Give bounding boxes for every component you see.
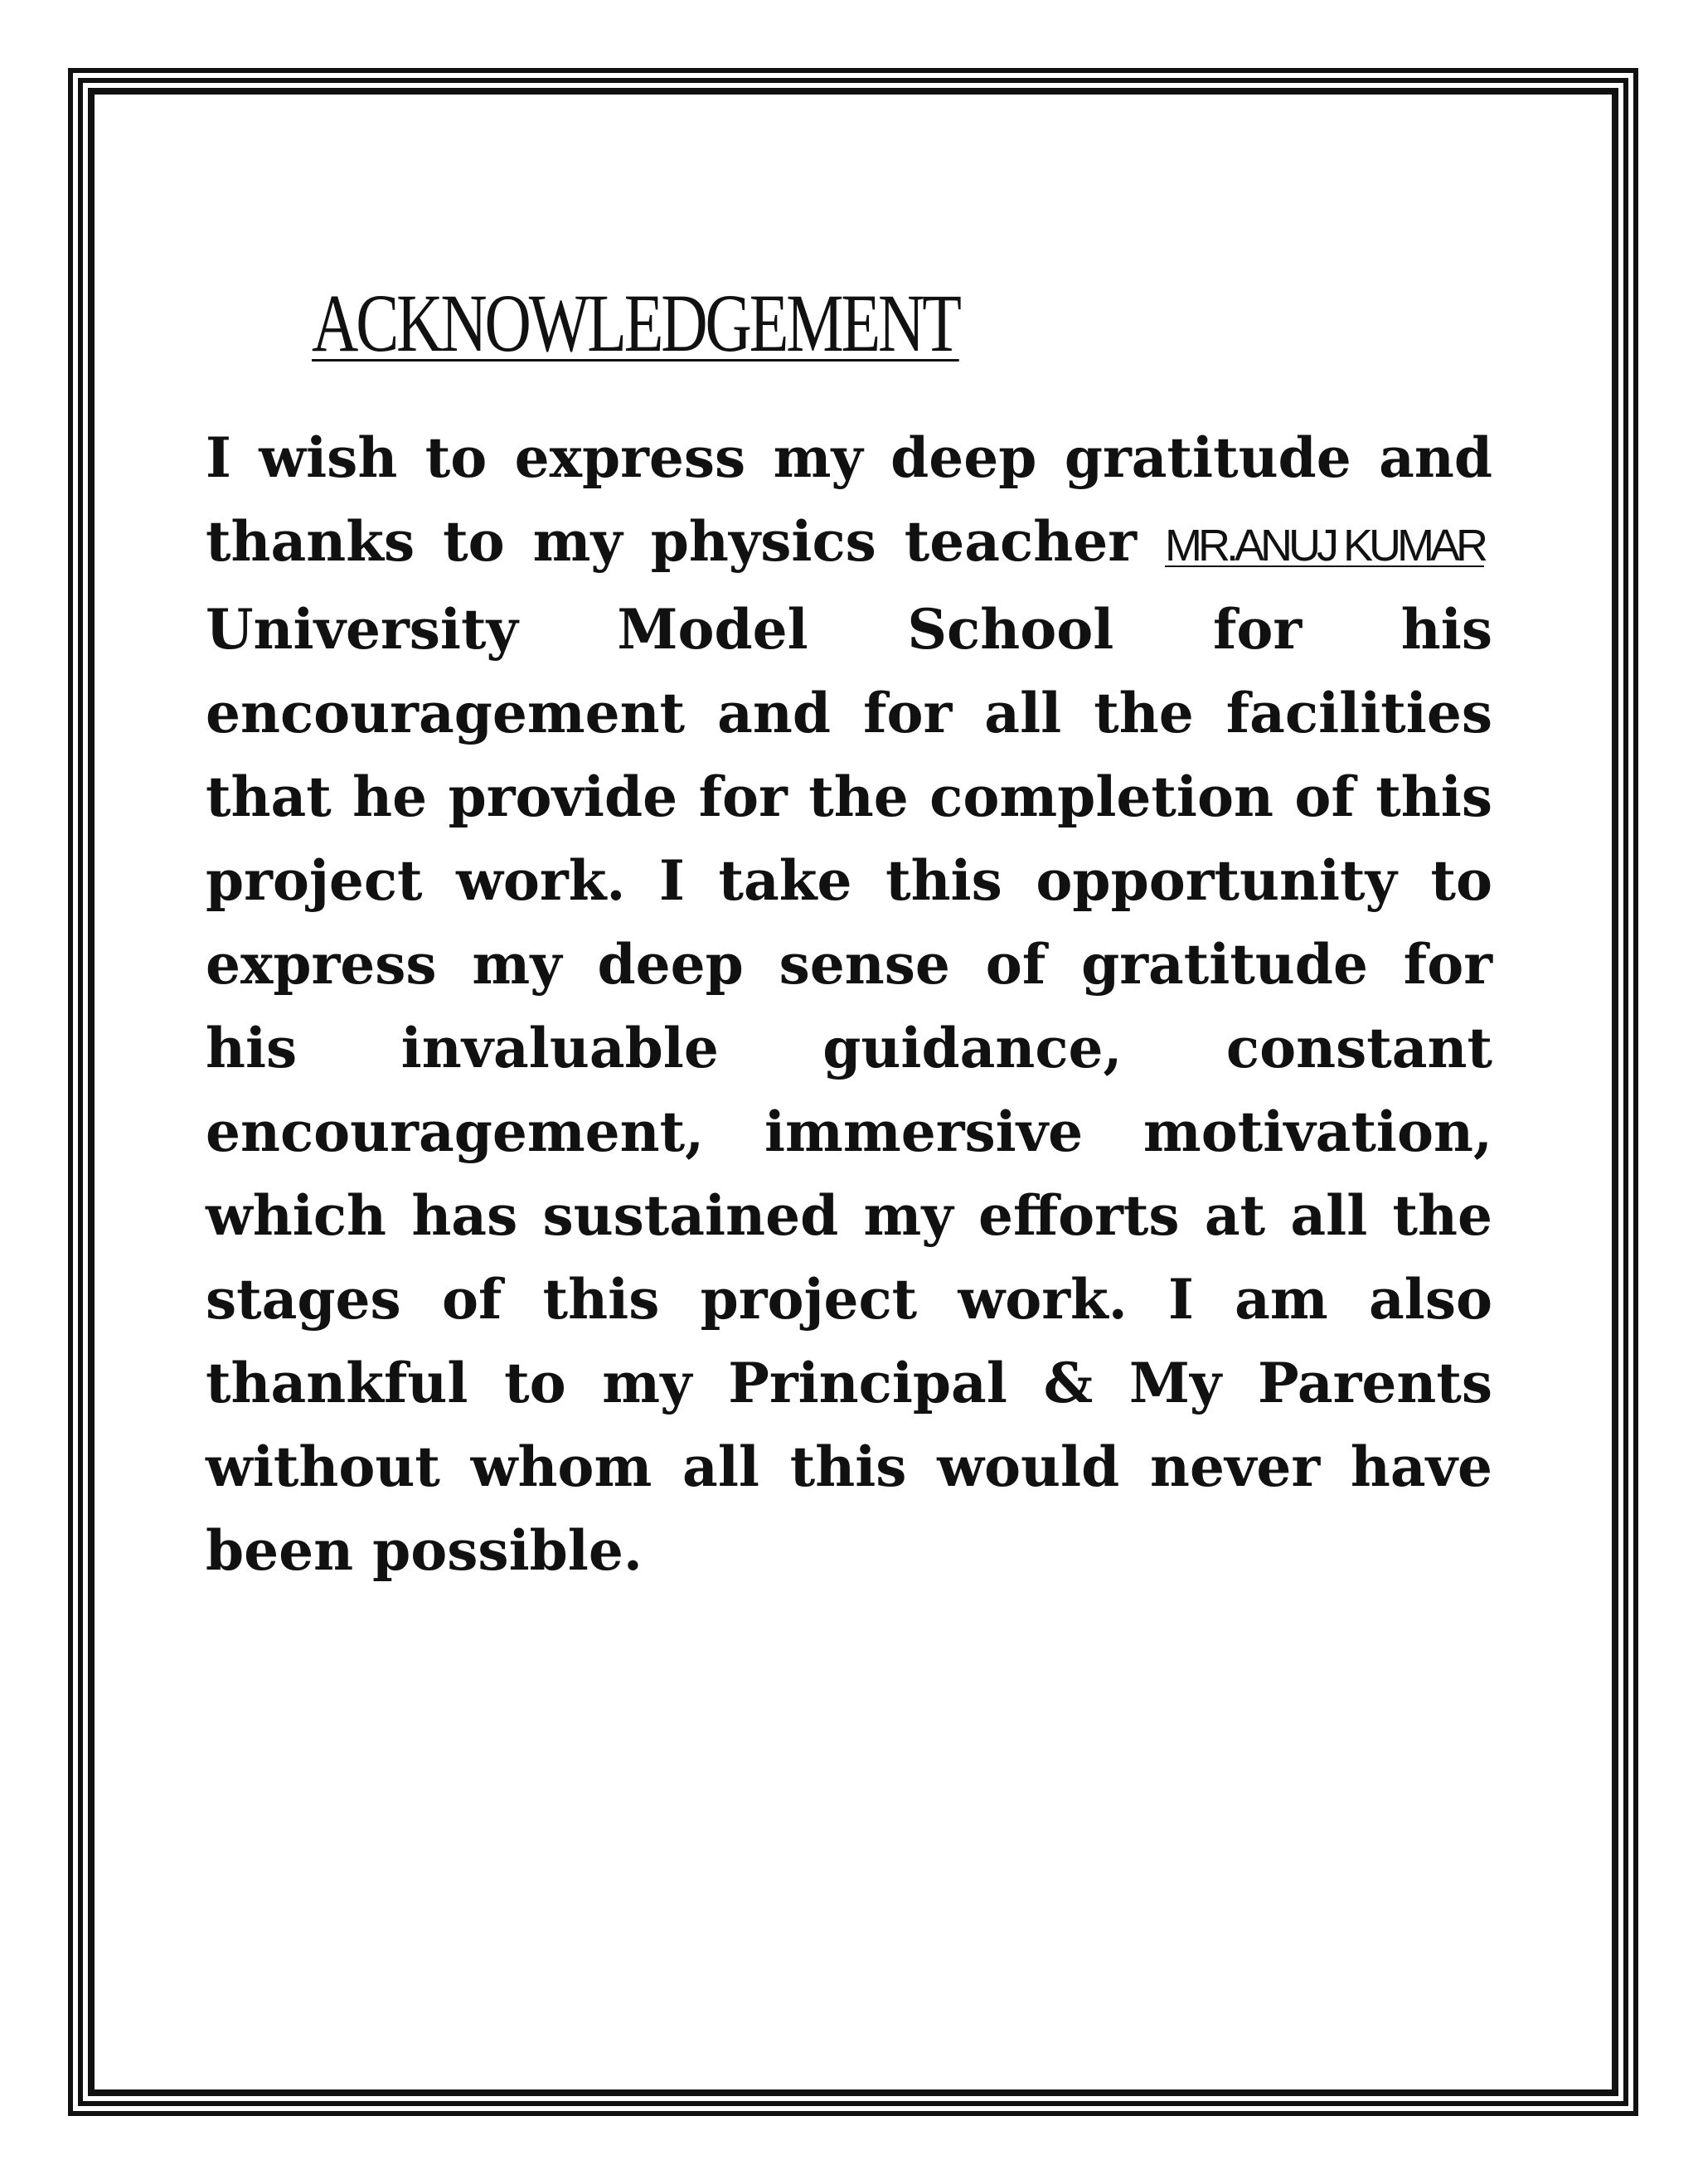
- page-title: ACKNOWLEDGEMENT: [312, 277, 959, 369]
- acknowledgement-paragraph: [206, 416, 1492, 1593]
- teacher-name: MR.ANUJ KUMAR: [1164, 521, 1484, 570]
- body-text: University Model School for his encouragement and for all the facilities that he provide for the completion of this project work. I take this opportunity to express my deep sense of gratitude for his invaluable guidance, constant encouragement, immersive motivation, which has sustained my efforts at all the stages of this project work. I am also thankful to my Principal & My Parents without whom all this would never have been possible.: [206, 597, 1492, 1583]
- acknowledgement-content: [206, 274, 1492, 1593]
- intro-text: I wish to express my deep gratitude and thanks to my physics teacher: [206, 425, 1492, 574]
